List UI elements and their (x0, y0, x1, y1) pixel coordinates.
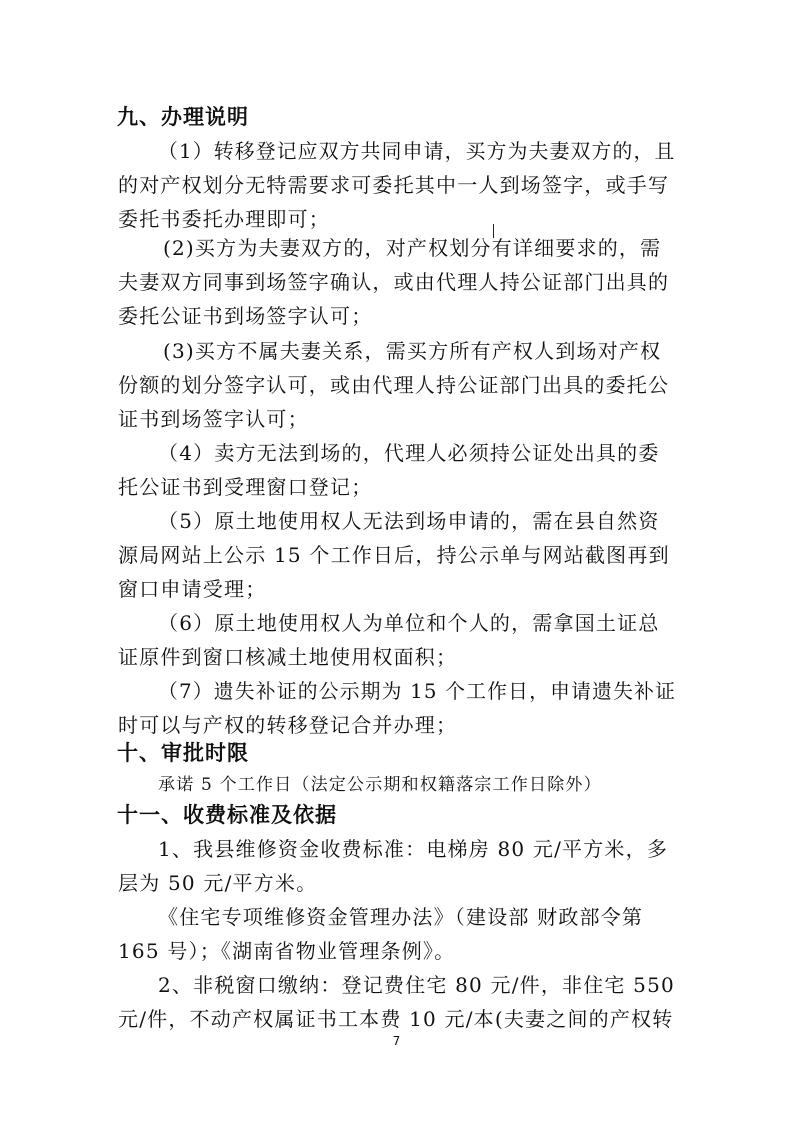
paragraph-line: 层为 50 元/平方米。 (118, 871, 318, 895)
section-11-title: 十一、收费标准及依据 (117, 803, 337, 827)
page-number: 7 (392, 1034, 401, 1048)
paragraph-line: 165 号）；《湖南省物业管理条例》。 (118, 939, 456, 963)
approval-time-text: 承诺 5 个工作日（法定公示期和权籍落宗工作日除外） (158, 775, 602, 795)
paragraph-line: （7）遗失补证的公示期为 15 个工作日，申请遗失补证 (158, 679, 677, 703)
paragraph-line: 份额的划分签字认可，或由代理人持公证部门出具的委托公 (118, 373, 670, 397)
paragraph-line: （6）原土地使用权人为单位和个人的，需拿国土证总 (158, 611, 660, 635)
paragraph-line: 证原件到窗口核减土地使用权面积； (118, 645, 458, 669)
paragraph-line: （1）转移登记应双方共同申请，买方为夫妻双方的，且 (158, 139, 676, 163)
paragraph-line: 元/件，不动产权属证书工本费 10 元/本(夫妻之间的产权转 (118, 1007, 674, 1031)
section-9-title: 九、办理说明 (117, 105, 249, 129)
paragraph-line: 夫妻双方同事到场签字确认，或由代理人持公证部门出具的 (118, 270, 670, 294)
section-10-title: 十、审批时限 (117, 741, 249, 765)
paragraph-line: 窗口申请受理； (118, 577, 267, 601)
paragraph-line: 托公证书到受理窗口登记； (118, 475, 373, 499)
paragraph-line: （5）原土地使用权人无法到场申请的，需在县自然资 (158, 509, 660, 533)
paragraph-line: 时可以与产权的转移登记合并办理； (118, 713, 458, 737)
paragraph-line: 1、我县维修资金收费标准：电梯房 80 元/平方米，多 (158, 837, 669, 861)
paragraph-line: (3)买方不属夫妻关系，需买方所有产权人到场对产权 (163, 339, 662, 363)
paragraph-line: 源局网站上公示 15 个工作日后，持公示单与网站截图再到 (118, 543, 670, 567)
paragraph-line: （4）卖方无法到场的，代理人必须持公证处出具的委 (158, 441, 660, 465)
paragraph-line: 证书到场签字认可； (118, 407, 309, 431)
paragraph-line: 委托书委托办理即可； (118, 207, 330, 231)
paragraph-line: 《住宅专项维修资金管理办法》（建设部 财政部令第 (158, 905, 644, 929)
paragraph-line: 2、非税窗口缴纳：登记费住宅 80 元/件，非住宅 550 (158, 973, 675, 997)
paragraph-line: 委托公证书到场签字认可； (118, 304, 373, 328)
paragraph-line: 的对产权划分无特需要求可委托其中一人到场签字，或手写 (118, 173, 670, 197)
paragraph-line: (2)买方为夫妻双方的，对产权划分有详细要求的，需 (163, 236, 662, 260)
